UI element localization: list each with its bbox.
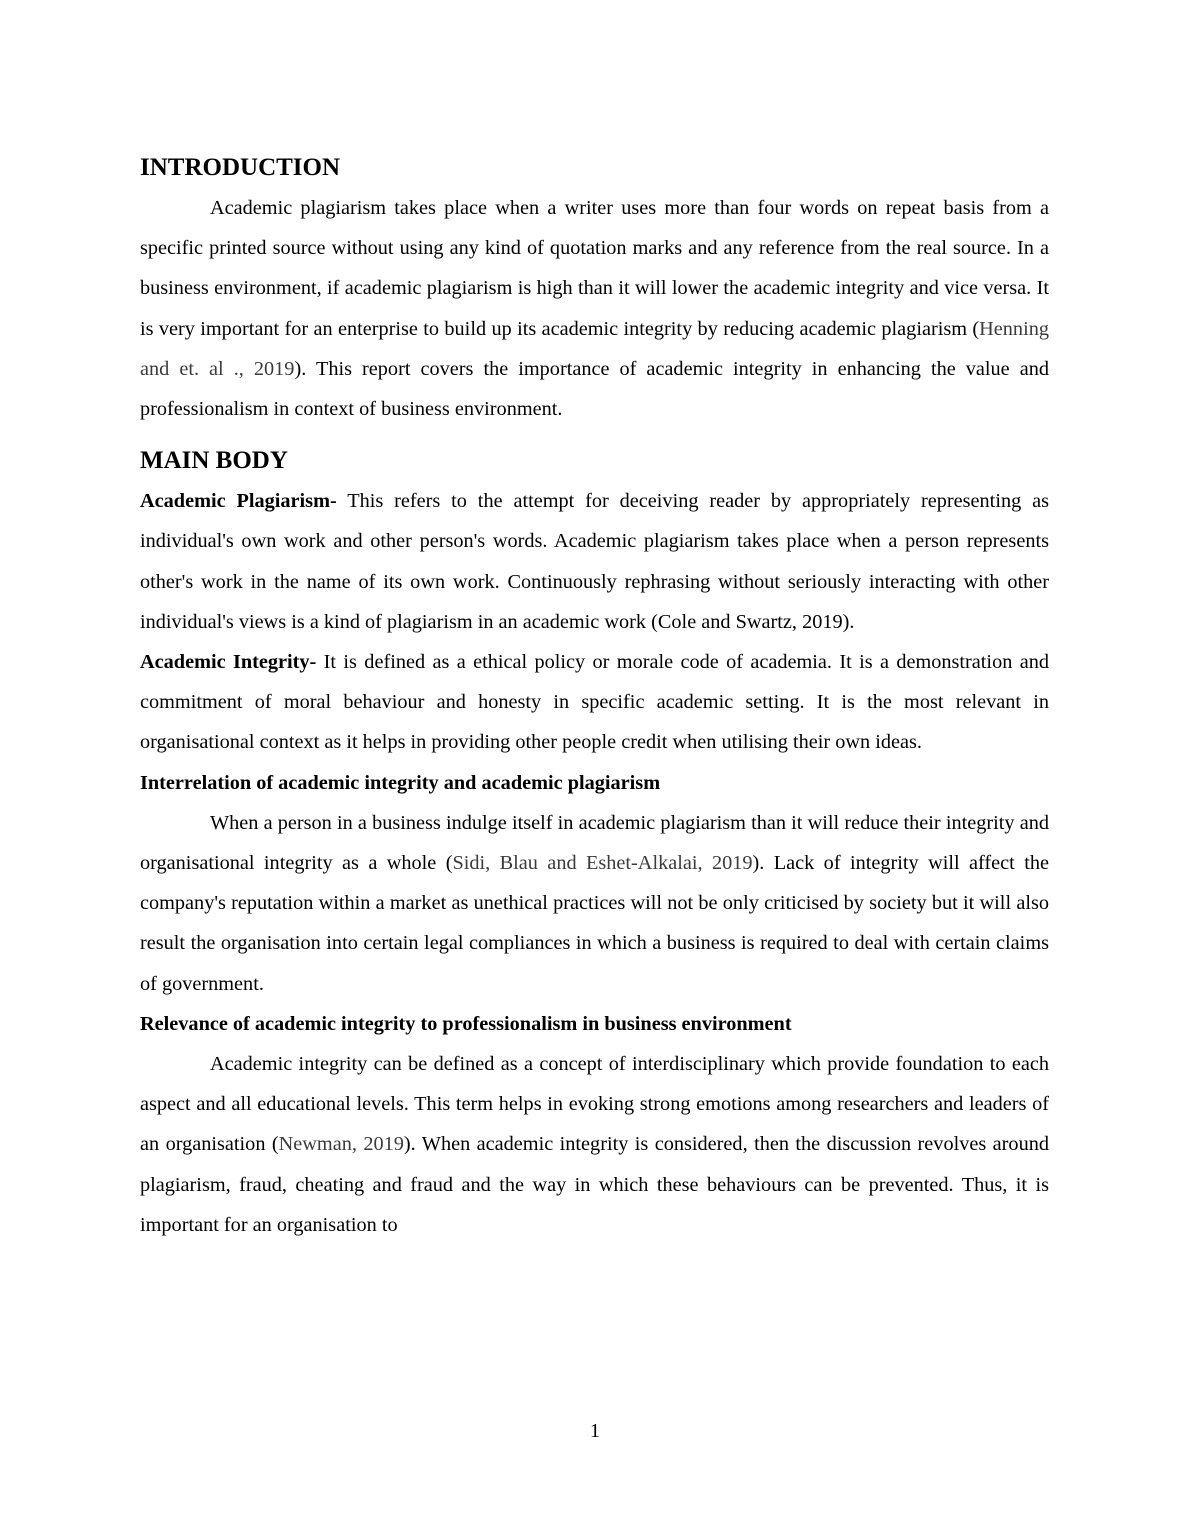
plagiarism-term: Academic Plagiarism-: [140, 490, 337, 513]
introduction-citation: Henning and et. al ., 2019: [140, 317, 1049, 380]
interrelation-text-end: ). Lack of integrity will affect the company's reputation within a market as unethical practices will not be only criticised by society but it will also result the organisation into certain legal compliances in which a business is required to deal with certain claims of government.: [140, 852, 1049, 995]
relevance-paragraph: [140, 1044, 1049, 1245]
plagiarism-definition: [140, 481, 1049, 642]
interrelation-paragraph: [140, 803, 1049, 1004]
interrelation-citation: Sidi, Blau and Eshet-Alkalai, 2019: [452, 852, 753, 875]
introduction-text-end: ). This report covers the importance of academic integrity in enhancing the value and professionalism in context of business environment.: [140, 357, 1049, 421]
page-number: 1: [589, 1420, 601, 1442]
introduction-paragraph: [140, 188, 1049, 429]
relevance-heading: Relevance of academic integrity to professionalism in business environment: [140, 1012, 792, 1035]
relevance-text-end: ). When academic integrity is considered, then the discussion revolves around plagiarism, fraud, cheating and fraud and the way in which these behaviours can be prevented. Thus, it is important for an organisation to: [140, 1133, 1049, 1236]
interrelation-text: When a person in a business indulge itself in academic plagiarism than it will reduce their integrity and organisational integrity as a whole (: [140, 811, 1049, 875]
integrity-term: Academic Integrity-: [140, 651, 317, 674]
introduction-heading: INTRODUCTION: [140, 154, 341, 181]
main-body-heading: MAIN BODY: [140, 447, 288, 475]
document-body: [140, 148, 1049, 1245]
integrity-text: It is defined as a ethical policy or morale code of academia. It is a demonstration and commitment of moral behaviour and honesty in specific academic setting. It is the most relevant in organisational context as it helps in providing other people credit when utilising their own ideas.: [140, 651, 1049, 754]
relevance-text: Academic integrity can be defined as a concept of interdisciplinary which provide foundation to each aspect and all educational levels. This term helps in evoking strong emotions among researchers and leaders of an organisation (: [140, 1053, 1049, 1156]
integrity-definition: [140, 642, 1049, 763]
plagiarism-text: This refers to the attempt for deceiving reader by appropriately representing as individual's own work and other person's words. Academic plagiarism takes place when a person represents other's work in the name of its own work. Continuously rephrasing without seriously interacting with other individual's views is a kind of plagiarism in an academic work (Cole and Swartz, 2019).: [140, 490, 1049, 633]
introduction-text: Academic plagiarism takes place when a writer uses more than four words on repeat basis from a specific printed source without using any kind of quotation marks and any reference from the real source. In a business environment, if academic plagiarism is high than it will lower the academic integrity and vice versa. It is very important for an enterprise to build up its academic integrity by reducing academic plagiarism (: [140, 197, 1049, 340]
interrelation-heading: Interrelation of academic integrity and academic plagiarism: [140, 771, 661, 794]
relevance-citation: Newman, 2019: [278, 1133, 404, 1156]
